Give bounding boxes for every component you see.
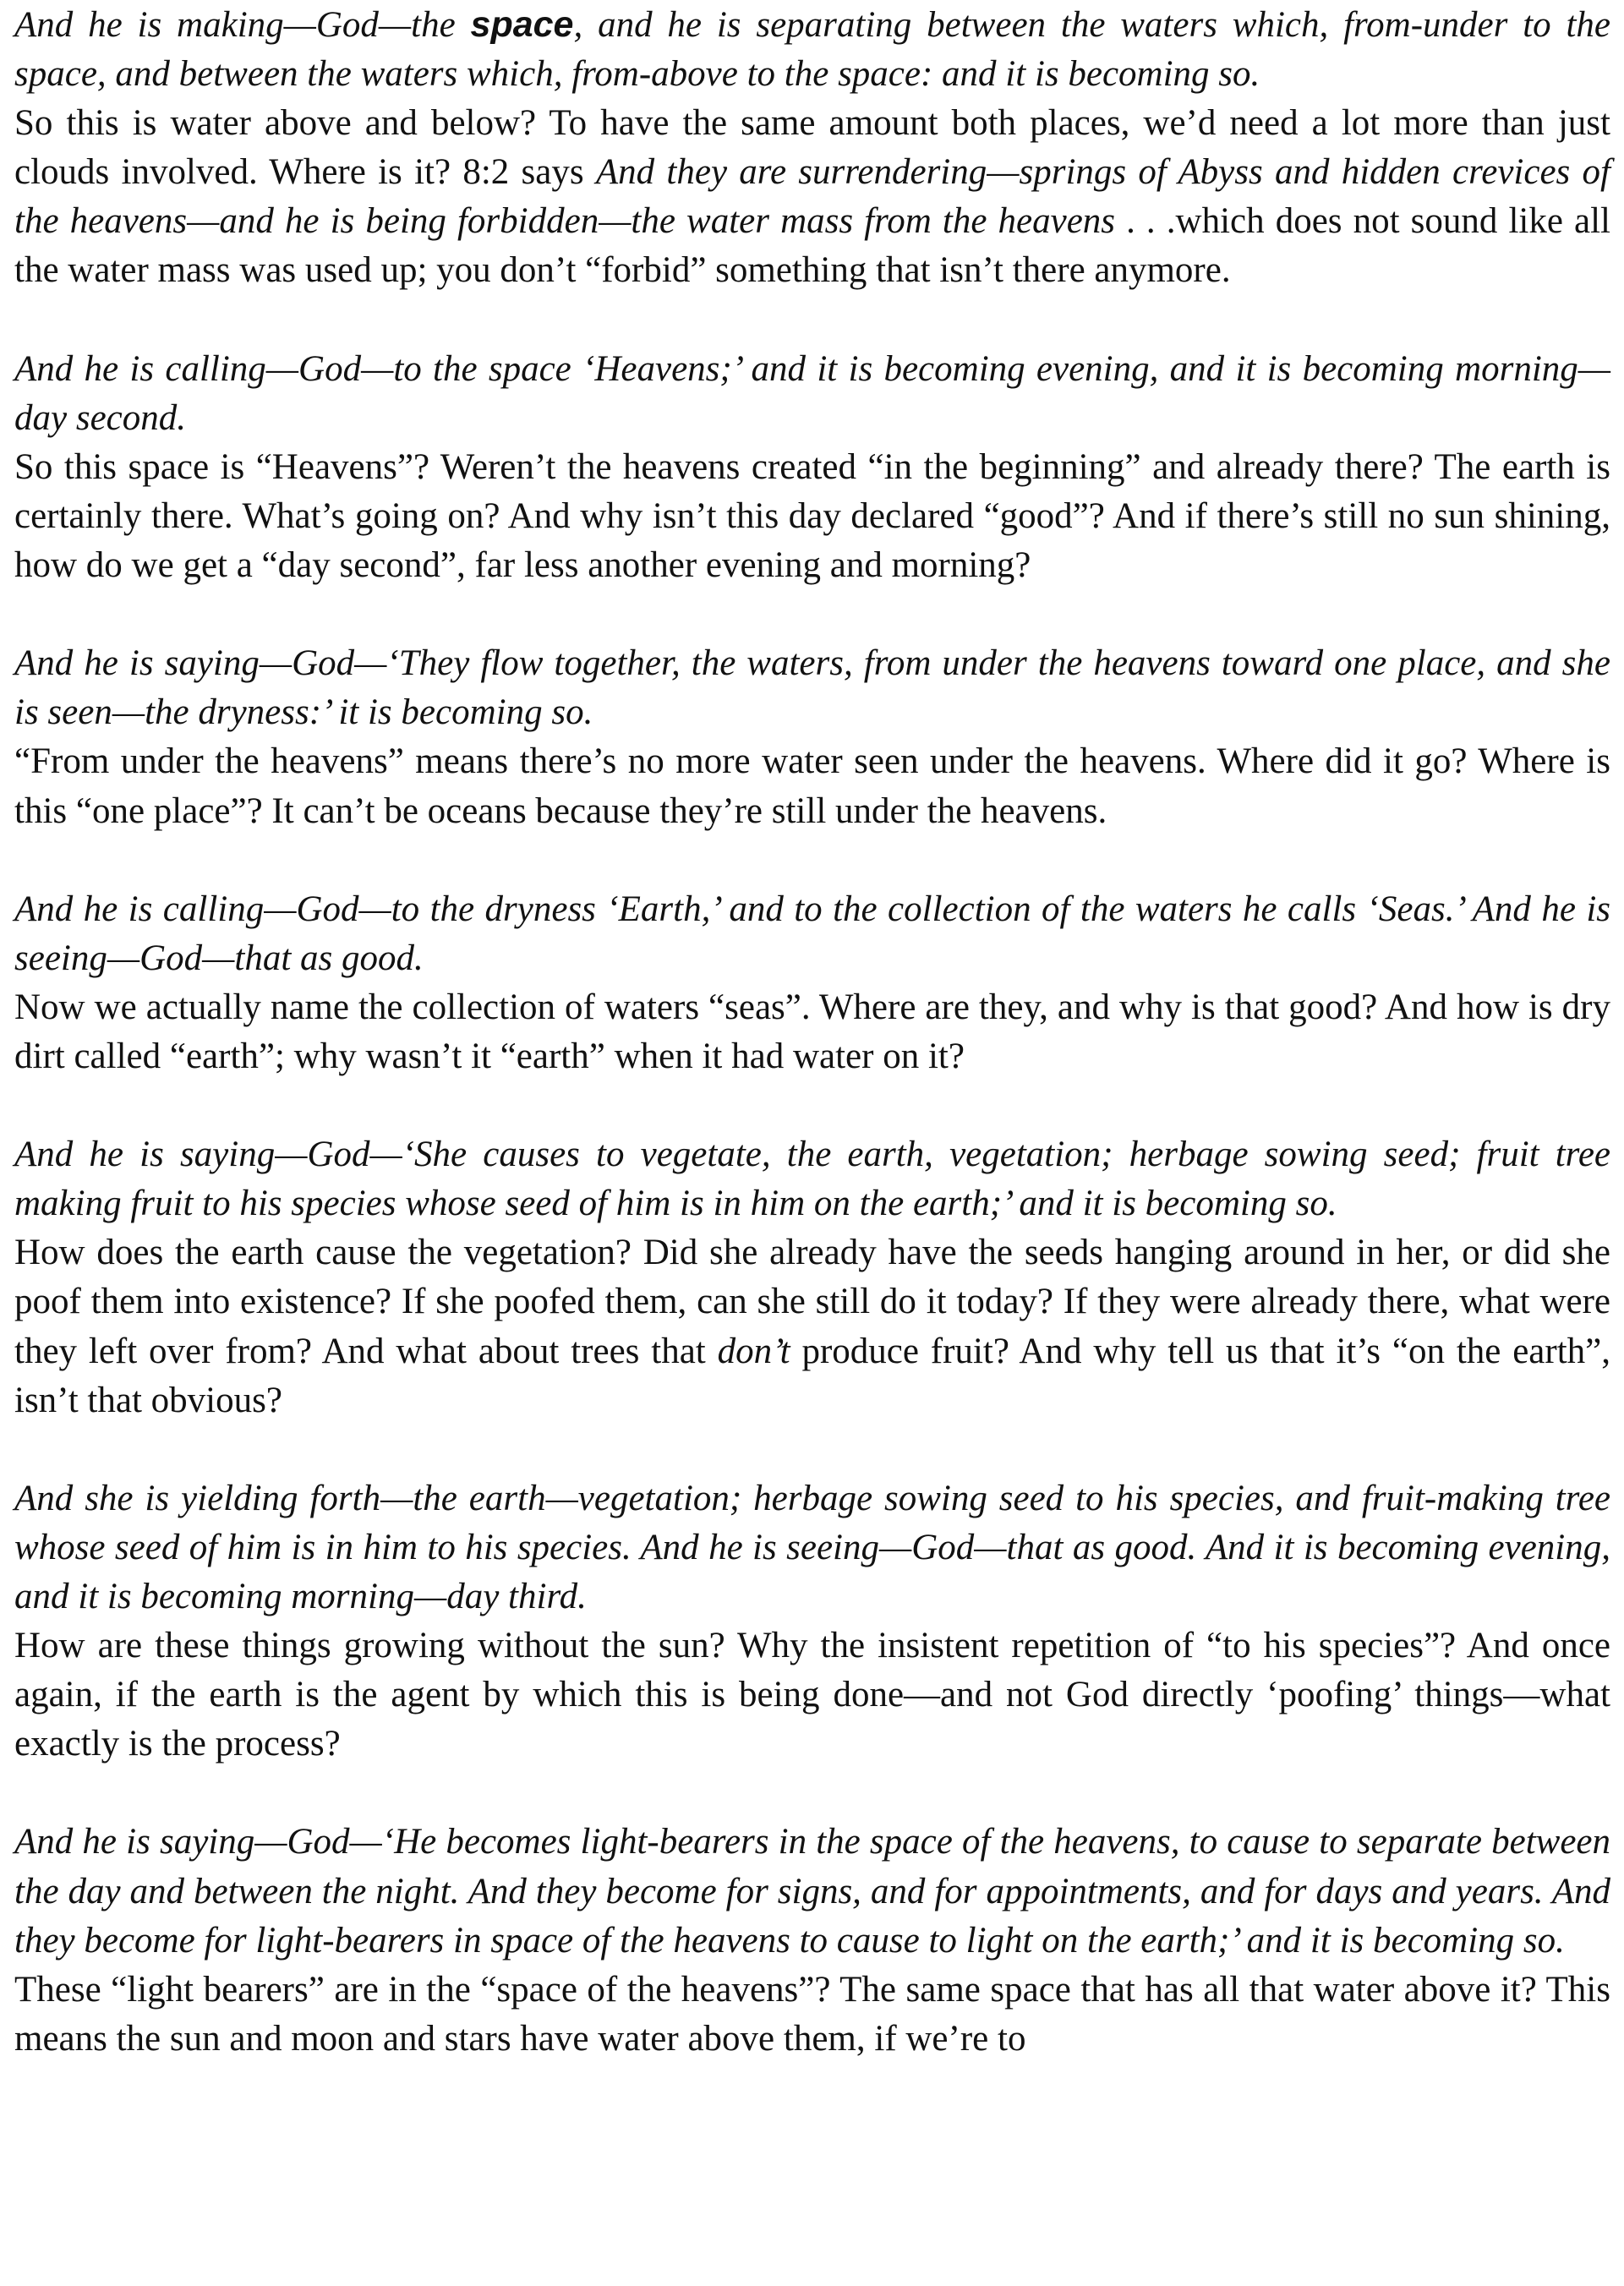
quote-text: , and he is separating between the waters which, from-under to the space, and between the waters which, from-above to the space: and it is becoming so.: [14, 5, 1611, 95]
scripture-quote: And she is yielding forth—the earth—vegetation; herbage sowing seed to his species, and fruit-making tree whose seed of him is in him to his species. And he is seeing—God—that as good. And it is becoming evening, and it is becoming morning—day third.: [14, 1478, 1610, 1616]
commentary-paragraph: So this space is “Heavens”? Weren’t the heavens created “in the beginning” and already there? The earth is certainly there. What’s going on? And why isn’t this day declared “good”? And if there’s still no sun shining, how do we get a “day second”, far less another evening and morning?: [14, 446, 1610, 586]
quote-text: And he is making—God—the: [14, 5, 471, 45]
commentary-text: produce fruit? And why tell us that it’s “on the earth”, isn’t that obvious?: [14, 1331, 1610, 1420]
paragraph-gap: [14, 1425, 1610, 1474]
commentary-paragraph: These “light bearers” are in the “space of the heavens”? The same space that has all that water above it? This means the sun and moon and stars have water above them, if we’re to: [14, 1969, 1610, 2059]
commentary-text: How does the earth cause the vegetation? Did she already have the seeds hanging around in her, or did she poof them into existence? If she poofed them, can she still do it today? If they were already there, what were they left over from? And what about trees that: [14, 1233, 1610, 1371]
emphasized-word: space: [470, 4, 574, 45]
commentary-paragraph: [14, 1228, 1610, 1425]
scripture-quote: And he is saying—God—‘He becomes light-bearers in the space of the heavens, to cause to separate between the day and between the night. And they become for signs, and for appointments, and for days and years. And they become for light-bearers in space of the heavens to cause to light on the earth;’ and it is becoming so.: [14, 1822, 1610, 1961]
commentary-paragraph: Now we actually name the collection of waters “seas”. Where are they, and why is that good? And how is dry dirt called “earth”; why wasn’t it “earth” when it had water on it?: [14, 987, 1610, 1076]
commentary-text: . . .which does not sound like all the water mass was used up; you don’t “forbid” something that isn’t there anymore.: [14, 201, 1610, 291]
paragraph-gap: [14, 1081, 1610, 1130]
paragraph-gap: [14, 590, 1610, 639]
paragraph-gap: [14, 1769, 1610, 1818]
commentary-paragraph: [14, 99, 1610, 295]
paragraph-gap: [14, 836, 1610, 885]
scripture-quote: [14, 0, 1610, 99]
scripture-quote: And he is saying—God—‘She causes to vegetate, the earth, vegetation; herbage sowing seed; fruit tree making fruit to his species whose seed of him is in him on the earth;’ and it is becoming so.: [14, 1135, 1610, 1224]
commentary-paragraph: “From under the heavens” means there’s no more water seen under the heavens. Where did it go? Where is this “one place”? It can’t be oceans because they’re still under the heavens.: [14, 741, 1610, 831]
scripture-quote: And he is calling—God—to the dryness ‘Earth,’ and to the collection of the waters he calls ‘Seas.’ And he is seeing—God—that as good.: [14, 889, 1610, 978]
commentary-text: So this is water above and below? To have the same amount both places, we’d need a lot more than just clouds involved. Where is it? 8:2 says: [14, 103, 1610, 193]
emphasized-word: don’t: [717, 1331, 790, 1371]
paragraph-gap: [14, 296, 1610, 345]
scripture-quote: And he is calling—God—to the space ‘Heavens;’ and it is becoming evening, and it is becoming morning—day second.: [14, 348, 1610, 438]
scripture-quote: And he is saying—God—‘They flow together, the waters, from under the heavens toward one place, and she is seen—the dryness:’ it is becoming so.: [14, 643, 1610, 733]
inline-scripture-quote: And they are surrendering—springs of Abyss and hidden crevices of the heavens—and he is being forbidden—the water mass from the heavens: [14, 152, 1610, 242]
commentary-paragraph: How are these things growing without the sun? Why the insistent repetition of “to his species”? And once again, if the earth is the agent by which this is being done—and not God directly ‘poofing’ things—what exactly is the process?: [14, 1626, 1610, 1764]
